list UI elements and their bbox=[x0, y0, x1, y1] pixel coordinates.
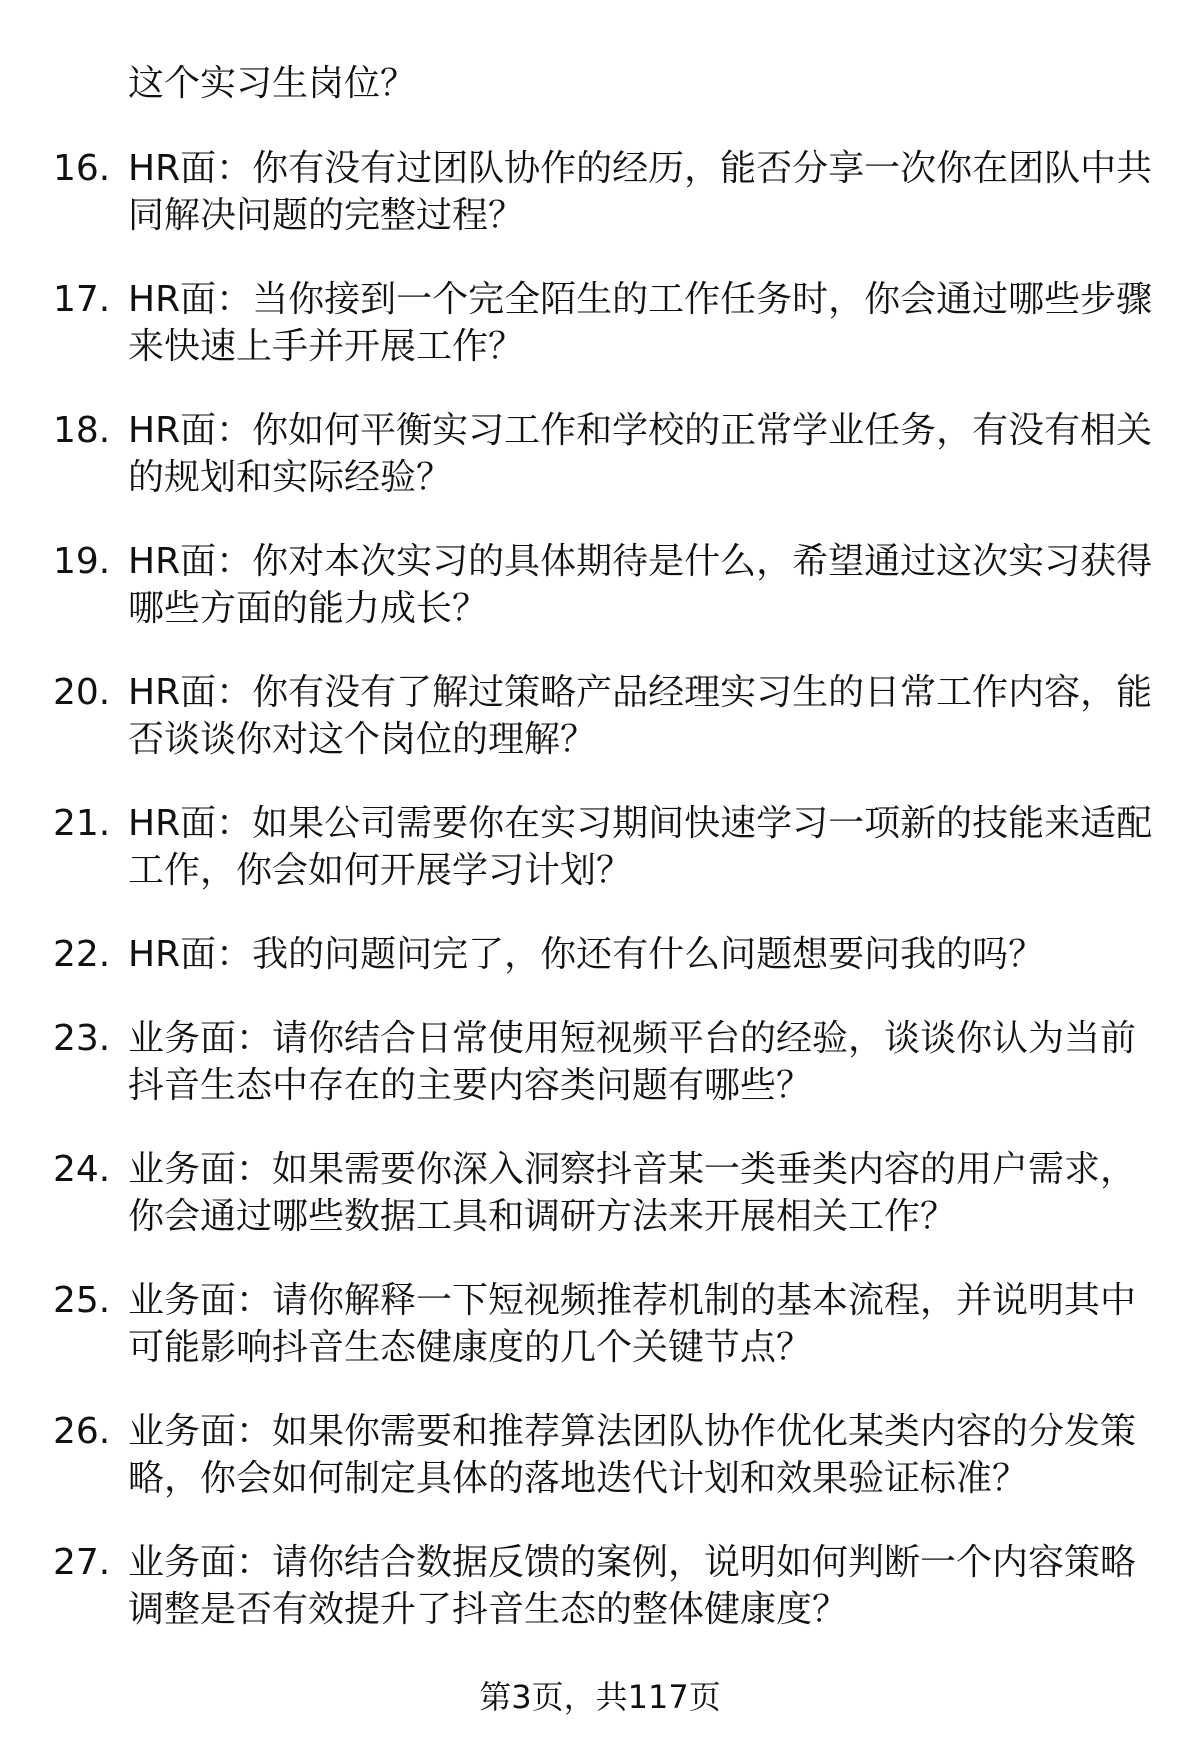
question-line: HR面：我的问题问完了，你还有什么问题想要问我的吗？ bbox=[128, 934, 1045, 975]
question-line: 哪些方面的能力成长？ bbox=[128, 588, 489, 629]
question-line: HR面：你有没有了解过策略产品经理实习生的日常工作内容，能 bbox=[128, 672, 1153, 713]
question-item bbox=[53, 1277, 1163, 1371]
question-text bbox=[128, 931, 1163, 978]
question-line: 抖音生态中存在的主要内容类问题有哪些？ bbox=[128, 1065, 813, 1106]
question-line: 同解决问题的完整过程？ bbox=[128, 195, 525, 236]
question-line: 业务面：请你结合日常使用短视频平台的经验，谈谈你认为当前 bbox=[128, 1018, 1137, 1059]
question-number: 22. bbox=[53, 934, 111, 975]
question-number: 19. bbox=[53, 541, 111, 582]
question-line: 略，你会如何制定具体的落地迭代计划和效果验证标准？ bbox=[128, 1458, 1029, 1499]
question-text bbox=[128, 276, 1163, 370]
question-number: 26. bbox=[53, 1411, 111, 1452]
question-number: 20. bbox=[53, 672, 111, 713]
question-line: 否谈谈你对这个岗位的理解？ bbox=[128, 719, 597, 760]
question-number: 18. bbox=[53, 410, 111, 451]
continued-question-text: 这个实习生岗位？ bbox=[128, 63, 417, 104]
question-text bbox=[128, 800, 1163, 894]
question-text bbox=[128, 1146, 1163, 1240]
question-line: HR面：你对本次实习的具体期待是什么，希望通过这次实习获得 bbox=[128, 541, 1153, 582]
question-line: HR面：你如何平衡实习工作和学校的正常学业任务，有没有相关 bbox=[128, 410, 1153, 451]
question-item bbox=[53, 800, 1163, 894]
question-item bbox=[53, 1015, 1163, 1109]
question-text bbox=[128, 1015, 1163, 1109]
page-number: 第3页，共117页 bbox=[479, 1678, 721, 1716]
question-line: 来快速上手并开展工作？ bbox=[128, 326, 525, 367]
question-number: 17. bbox=[53, 279, 111, 320]
question-text bbox=[128, 669, 1163, 763]
question-item bbox=[53, 276, 1163, 370]
question-line: 业务面：如果你需要和推荐算法团队协作优化某类内容的分发策 bbox=[128, 1411, 1137, 1452]
question-line: 业务面：如果需要你深入洞察抖音某一类垂类内容的用户需求， bbox=[128, 1149, 1137, 1190]
question-number: 27. bbox=[53, 1542, 111, 1583]
question-line: 调整是否有效提升了抖音生态的整体健康度？ bbox=[128, 1589, 849, 1630]
question-item bbox=[53, 1408, 1163, 1502]
question-item bbox=[53, 669, 1163, 763]
question-text bbox=[128, 1539, 1163, 1633]
question-number: 23. bbox=[53, 1018, 111, 1059]
question-line: 业务面：请你结合数据反馈的案例，说明如何判断一个内容策略 bbox=[128, 1542, 1137, 1583]
question-line: 可能影响抖音生态健康度的几个关键节点？ bbox=[128, 1327, 813, 1368]
question-item bbox=[53, 1539, 1163, 1633]
question-list bbox=[53, 145, 1163, 1670]
question-item bbox=[53, 407, 1163, 501]
question-text bbox=[128, 538, 1163, 632]
question-item bbox=[53, 1146, 1163, 1240]
question-number: 25. bbox=[53, 1280, 111, 1321]
question-text bbox=[128, 145, 1163, 239]
question-line: 业务面：请你解释一下短视频推荐机制的基本流程，并说明其中 bbox=[128, 1280, 1137, 1321]
question-line: 的规划和实际经验？ bbox=[128, 457, 453, 498]
question-number: 24. bbox=[53, 1149, 111, 1190]
question-line: 工作，你会如何开展学习计划？ bbox=[128, 850, 633, 891]
question-item bbox=[53, 931, 1163, 978]
question-item bbox=[53, 538, 1163, 632]
question-number: 16. bbox=[53, 148, 111, 189]
question-text bbox=[128, 1277, 1163, 1371]
question-text bbox=[128, 1408, 1163, 1502]
question-number: 21. bbox=[53, 803, 111, 844]
question-item bbox=[53, 145, 1163, 239]
question-text bbox=[128, 407, 1163, 501]
question-line: HR面：当你接到一个完全陌生的工作任务时，你会通过哪些步骤 bbox=[128, 279, 1153, 320]
question-line: HR面：如果公司需要你在实习期间快速学习一项新的技能来适配 bbox=[128, 803, 1153, 844]
question-line: 你会通过哪些数据工具和调研方法来开展相关工作？ bbox=[128, 1196, 957, 1237]
question-line: HR面：你有没有过团队协作的经历，能否分享一次你在团队中共 bbox=[128, 148, 1153, 189]
